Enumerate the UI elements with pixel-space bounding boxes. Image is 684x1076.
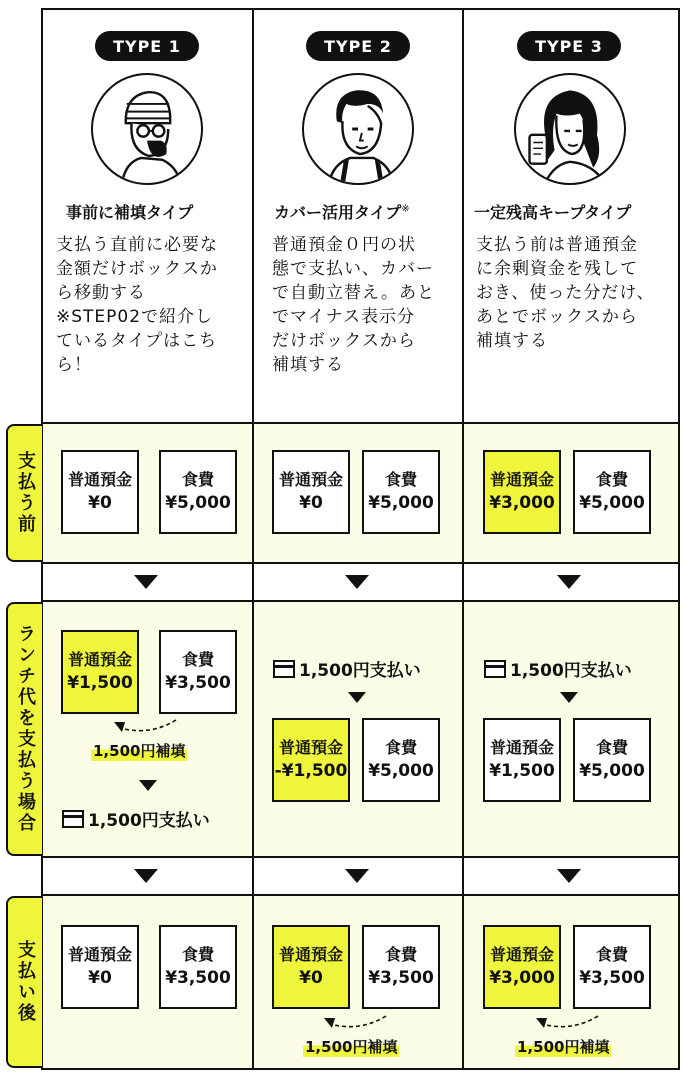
down-arrow-icon (557, 869, 581, 883)
row-label-before: 支払う前 (6, 424, 42, 562)
grid-line (41, 1068, 680, 1070)
savings-box: 普通預金 ¥3,000 (483, 925, 561, 1009)
transfer-arrow-icon (320, 1012, 390, 1036)
credit-card-icon (273, 660, 295, 678)
man-curly-hair-icon (302, 73, 414, 185)
type-badge: TYPE 2 (306, 31, 410, 61)
type-title: 一定残高キープタイプ (474, 203, 632, 222)
down-arrow-icon (557, 575, 581, 589)
type-description: 支払う直前に必要な 金額だけボックスか ら移動する ※STEP02で紹介し ているタイプはこち ら！ (56, 235, 218, 375)
down-arrow-icon (560, 692, 578, 703)
food-box: 食費 ¥5,000 (362, 718, 440, 802)
food-box: 食費 ¥3,500 (362, 925, 440, 1009)
grid-line (252, 8, 254, 1070)
savings-box: 普通預金 ¥0 (61, 925, 139, 1009)
savings-box: 普通預金 ¥1,500 (61, 630, 139, 714)
down-arrow-icon (345, 869, 369, 883)
type-badge: TYPE 3 (517, 31, 621, 61)
savings-box: 普通預金 ¥0 (61, 450, 139, 534)
type-description: 普通預金０円の状 態で支払い、カバー で自動立替え。あと でマイナス表示分 だけボックスから 補填する (272, 235, 436, 375)
payment-label: 1,500円支払い (484, 656, 632, 681)
food-box: 食費 ¥5,000 (573, 450, 651, 534)
savings-box: 普通預金 ¥0 (272, 450, 350, 534)
savings-box: 普通預金 ¥0 (272, 925, 350, 1009)
grid-line (41, 562, 680, 564)
grid-line (41, 600, 680, 602)
type-title: カバー活用タイプ※ (274, 203, 410, 222)
savings-box: 普通預金 ¥1,500 (483, 718, 561, 802)
savings-box: 普通預金 ¥3,000 (483, 450, 561, 534)
down-arrow-icon (348, 692, 366, 703)
grid-line (41, 894, 680, 896)
food-box: 食費 ¥3,500 (159, 630, 237, 714)
man-with-beanie-icon (91, 73, 203, 185)
grid-line (462, 8, 464, 1070)
credit-card-icon (62, 810, 84, 828)
row-label-lunch: ランチ代を支払う場合 (6, 602, 42, 856)
food-box: 食費 ¥3,500 (573, 925, 651, 1009)
refill-label: 1,500円補填 (305, 1038, 398, 1056)
payment-label: 1,500円支払い (273, 656, 421, 681)
transfer-arrow-icon (532, 1012, 602, 1036)
row-label-after: 支払い後 (6, 896, 42, 1068)
grid-line (41, 856, 680, 858)
woman-with-phone-icon (514, 73, 626, 185)
credit-card-icon (484, 660, 506, 678)
down-arrow-icon (134, 869, 158, 883)
type-badge: TYPE 1 (95, 31, 199, 61)
grid-line (41, 8, 680, 10)
refill-label: 1,500円補填 (93, 742, 186, 760)
refill-label: 1,500円補填 (517, 1038, 610, 1056)
food-box: 食費 ¥3,500 (159, 925, 237, 1009)
grid-line (41, 422, 680, 424)
payment-label: 1,500円支払い (62, 806, 210, 831)
food-box: 食費 ¥5,000 (159, 450, 237, 534)
type-description: 支払う前は普通預金 に余剰資金を残して おき、使った分だけ、 あとでボックスから 補填する (476, 235, 655, 351)
down-arrow-icon (345, 575, 369, 589)
savings-box: 普通預金 -¥1,500 (272, 718, 350, 802)
grid-line (678, 8, 680, 1070)
food-box: 食費 ¥5,000 (573, 718, 651, 802)
food-box: 食費 ¥5,000 (362, 450, 440, 534)
type-title: 事前に補填タイプ (66, 203, 194, 222)
transfer-arrow-icon (110, 716, 180, 740)
down-arrow-icon (134, 575, 158, 589)
down-arrow-icon (139, 780, 157, 791)
